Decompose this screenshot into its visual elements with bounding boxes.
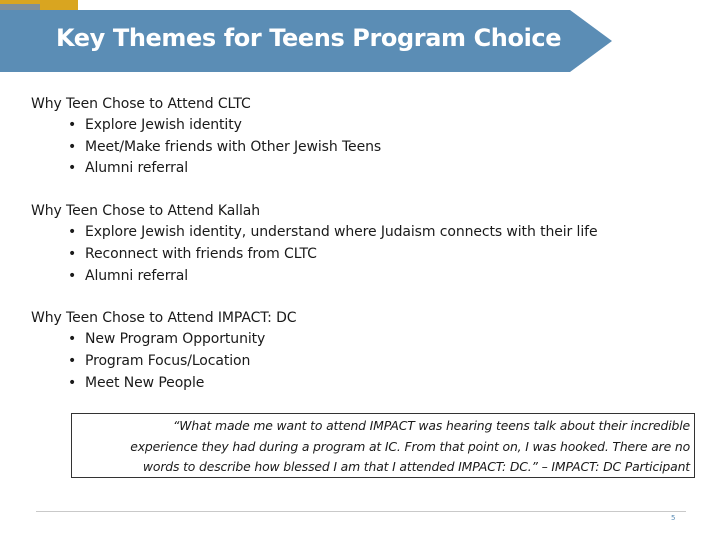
list-item-text: Reconnect with friends from CLTC bbox=[85, 245, 317, 262]
bullet-marker: • bbox=[68, 267, 77, 284]
section-impact-dc bbox=[31, 308, 691, 394]
bullet-marker: • bbox=[68, 245, 77, 262]
testimonial-quote-box bbox=[71, 413, 695, 478]
list-item-text: Explore Jewish identity, understand where Judaism connects with their life bbox=[85, 224, 598, 241]
list-item bbox=[68, 266, 691, 288]
list-item bbox=[68, 329, 691, 351]
list-item bbox=[68, 158, 691, 180]
list-item-text: Alumni referral bbox=[85, 160, 189, 177]
footer-divider bbox=[36, 511, 686, 512]
list-item bbox=[68, 115, 691, 137]
bullet-marker: • bbox=[68, 374, 77, 391]
list-item bbox=[68, 137, 691, 159]
section-heading: Why Teen Chose to Attend CLTC bbox=[31, 96, 251, 112]
slide-title: Key Themes for Teens Program Choice bbox=[56, 24, 562, 52]
bullet-marker: • bbox=[68, 117, 77, 133]
content-area bbox=[31, 94, 691, 415]
list-item-text: New Program Opportunity bbox=[85, 331, 266, 348]
page-number: 5 bbox=[671, 514, 676, 522]
section-heading: Why Teen Chose to Attend IMPACT: DC bbox=[31, 310, 297, 327]
list-item bbox=[68, 244, 691, 266]
section-cltc bbox=[31, 94, 691, 180]
list-item-text: Program Focus/Location bbox=[85, 352, 251, 369]
list-item-text: Alumni referral bbox=[85, 267, 189, 284]
list-item-text: Meet/Make friends with Other Jewish Teens bbox=[85, 138, 382, 155]
quote-line: words to describe how blessed I am that I attended IMPACT: DC.” – IMPACT: DC Participant bbox=[142, 459, 690, 474]
section-heading: Why Teen Chose to Attend Kallah bbox=[31, 203, 261, 220]
quote-line: “What made me want to attend IMPACT was hearing teens talk about their incredible bbox=[173, 418, 690, 433]
bullet-list bbox=[31, 222, 691, 287]
section-kallah bbox=[31, 201, 691, 287]
list-item-text: Explore Jewish identity bbox=[85, 117, 242, 133]
list-item bbox=[68, 373, 691, 395]
bullet-marker: • bbox=[68, 352, 77, 369]
bullet-marker: • bbox=[68, 224, 77, 241]
quote-line: experience they had during a program at IC. From that point on, I was hooked. There are no bbox=[130, 438, 690, 454]
list-item bbox=[68, 351, 691, 373]
banner-shadow-stripe bbox=[0, 4, 40, 10]
bullet-marker: • bbox=[68, 160, 77, 177]
bullet-list bbox=[31, 115, 691, 180]
bullet-list bbox=[31, 329, 691, 394]
list-item bbox=[68, 222, 691, 244]
list-item-text: Meet New People bbox=[85, 374, 205, 391]
bullet-marker: • bbox=[68, 331, 77, 348]
bullet-marker: • bbox=[68, 138, 77, 155]
